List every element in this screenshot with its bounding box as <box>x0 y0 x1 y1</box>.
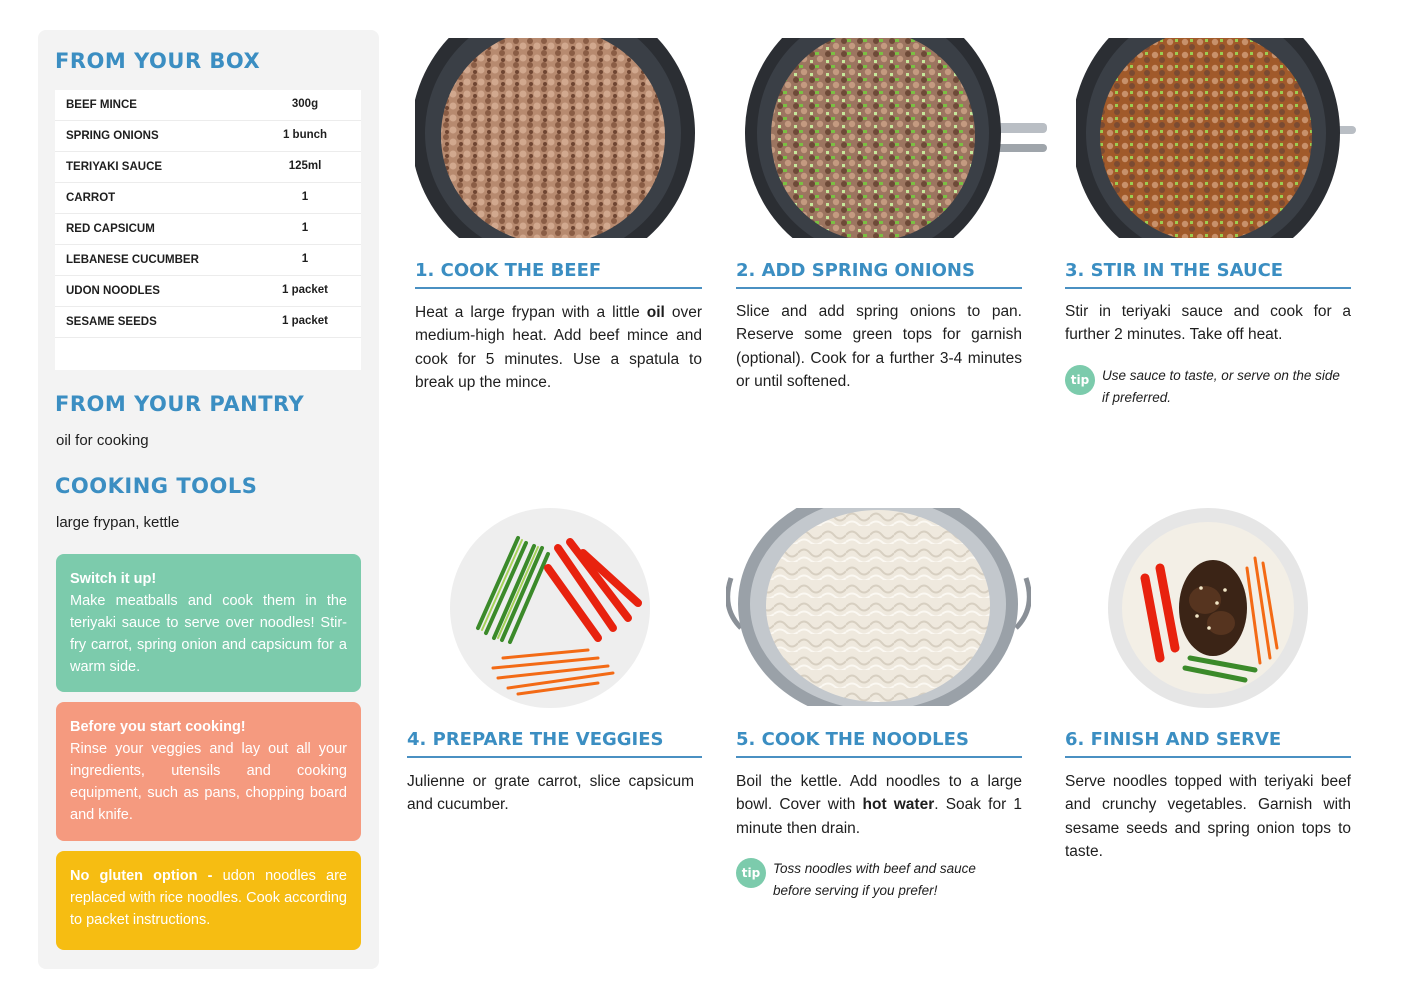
box-ingredients-table <box>55 90 361 370</box>
step-text: Stir in teriyaki sauce and cook for a further 2 minutes. Take off heat. <box>1065 303 1351 344</box>
step-2-body <box>736 300 1022 393</box>
ingredient-qty: 300g <box>291 98 319 110</box>
ingredient-row <box>55 214 361 245</box>
step-3-title: 3. STIR IN THE SAUCE <box>1065 260 1351 289</box>
step-text: Slice and add spring onions to pan. Reserve some green tops for garnish (optional). Cook for a further 3-4 minutes or until softened. <box>736 303 1022 390</box>
step-6-body <box>1065 770 1351 863</box>
ingredient-qty: 1 packet <box>281 284 329 296</box>
step-1-body <box>415 301 702 394</box>
ingredient-row <box>55 152 361 183</box>
ingredient-name: LEBANESE CUCUMBER <box>66 254 199 266</box>
ingredient-name: BEEF MINCE <box>66 99 137 111</box>
ingredient-row <box>55 183 361 214</box>
step-text: Boil the kettle. Add noodles to a large bowl. Cover with <box>736 773 1022 814</box>
note-text: Rinse your veggies and lay out all your ingredients, utensils and cooking equipment, such as pans, chopping board and knife. <box>70 741 347 823</box>
step-text: . Soak for 1 minute then drain. <box>736 796 1023 837</box>
plate-of-sliced-vegetables <box>448 508 653 708</box>
ingredient-qty: 1 bunch <box>282 129 328 141</box>
ingredient-qty: 1 <box>301 222 309 234</box>
step-4-title: 4. PREPARE THE VEGGIES <box>407 729 702 758</box>
note-title: Switch it up! <box>70 571 157 587</box>
note-title: No gluten option - <box>70 868 213 884</box>
step-2-title: 2. ADD SPRING ONIONS <box>736 260 1022 289</box>
pantry-text: oil for cooking <box>56 432 149 449</box>
tip-text: Toss noodles with beef and sauce before serving if you prefer! <box>773 861 976 898</box>
note-title: Before you start cooking! <box>70 719 246 735</box>
note-text: udon noodles are replaced with rice noodles. Cook according to packet instructions. <box>70 868 347 928</box>
pan-of-beef-with-spring-onions <box>745 38 1047 238</box>
ingredient-qty: 1 <box>301 191 309 203</box>
step-3-tip <box>1065 365 1351 413</box>
ingredient-name: SPRING ONIONS <box>66 130 159 142</box>
ingredient-qty: 1 packet <box>281 315 329 327</box>
step-5-title: 5. COOK THE NOODLES <box>736 729 1022 758</box>
pan-of-browned-beef-mince <box>415 38 702 238</box>
pan-of-beef-in-teriyaki-sauce <box>1076 38 1356 238</box>
step-text: over medium-high heat. Add beef mince and cook for 5 minutes. Use a spatula to break up the mince. <box>415 304 702 391</box>
ingredient-name: UDON NOODLES <box>66 285 160 297</box>
tools-text: large frypan, kettle <box>56 514 180 531</box>
step-5-tip <box>736 858 1022 906</box>
bowl-of-teriyaki-beef-noodles <box>1105 508 1312 708</box>
ingredient-qty: 1 <box>301 253 309 265</box>
ingredient-name: SESAME SEEDS <box>66 316 157 328</box>
step-text: Heat a large frypan with a little <box>415 304 647 321</box>
step-4-body <box>407 770 694 817</box>
ingredient-row <box>55 276 361 307</box>
ingredient-row <box>55 245 361 276</box>
before-you-start-note <box>56 702 361 841</box>
ingredient-row <box>55 121 361 152</box>
no-gluten-note <box>56 851 361 950</box>
switch-it-up-note <box>56 554 361 692</box>
step-text-bold: oil <box>646 304 665 321</box>
pot-of-udon-noodles <box>726 508 1031 706</box>
tools-heading: COOKING TOOLS <box>55 474 258 498</box>
step-1-title: 1. COOK THE BEEF <box>415 260 702 289</box>
ingredient-name: CARROT <box>66 192 116 204</box>
box-heading: FROM YOUR BOX <box>55 49 261 73</box>
ingredient-row <box>55 90 361 121</box>
note-text: Make meatballs and cook them in the teriyaki sauce to serve over noodles! Stir-fry carrot, spring onion and capsicum for a warm side. <box>70 593 347 675</box>
step-6-title: 6. FINISH AND SERVE <box>1065 729 1351 758</box>
step-text: Julienne or grate carrot, slice capsicum and cucumber. <box>407 773 694 814</box>
step-text-bold: hot water <box>862 796 935 814</box>
pantry-heading: FROM YOUR PANTRY <box>55 392 305 416</box>
step-3-body <box>1065 300 1351 347</box>
tip-text: Use sauce to taste, or serve on the side if preferred. <box>1102 368 1340 405</box>
ingredient-qty: 125ml <box>288 160 322 172</box>
step-5-body <box>736 770 1022 840</box>
tip-icon: tip <box>1065 365 1095 395</box>
step-text: Serve noodles topped with teriyaki beef and crunchy vegetables. Garnish with sesame seeds and spring onion tops to taste. <box>1065 773 1351 860</box>
ingredient-row <box>55 307 361 338</box>
ingredient-name: TERIYAKI SAUCE <box>66 161 163 173</box>
ingredients-sidebar <box>38 30 379 969</box>
ingredient-name: RED CAPSICUM <box>66 223 155 235</box>
tip-icon: tip <box>736 858 766 888</box>
